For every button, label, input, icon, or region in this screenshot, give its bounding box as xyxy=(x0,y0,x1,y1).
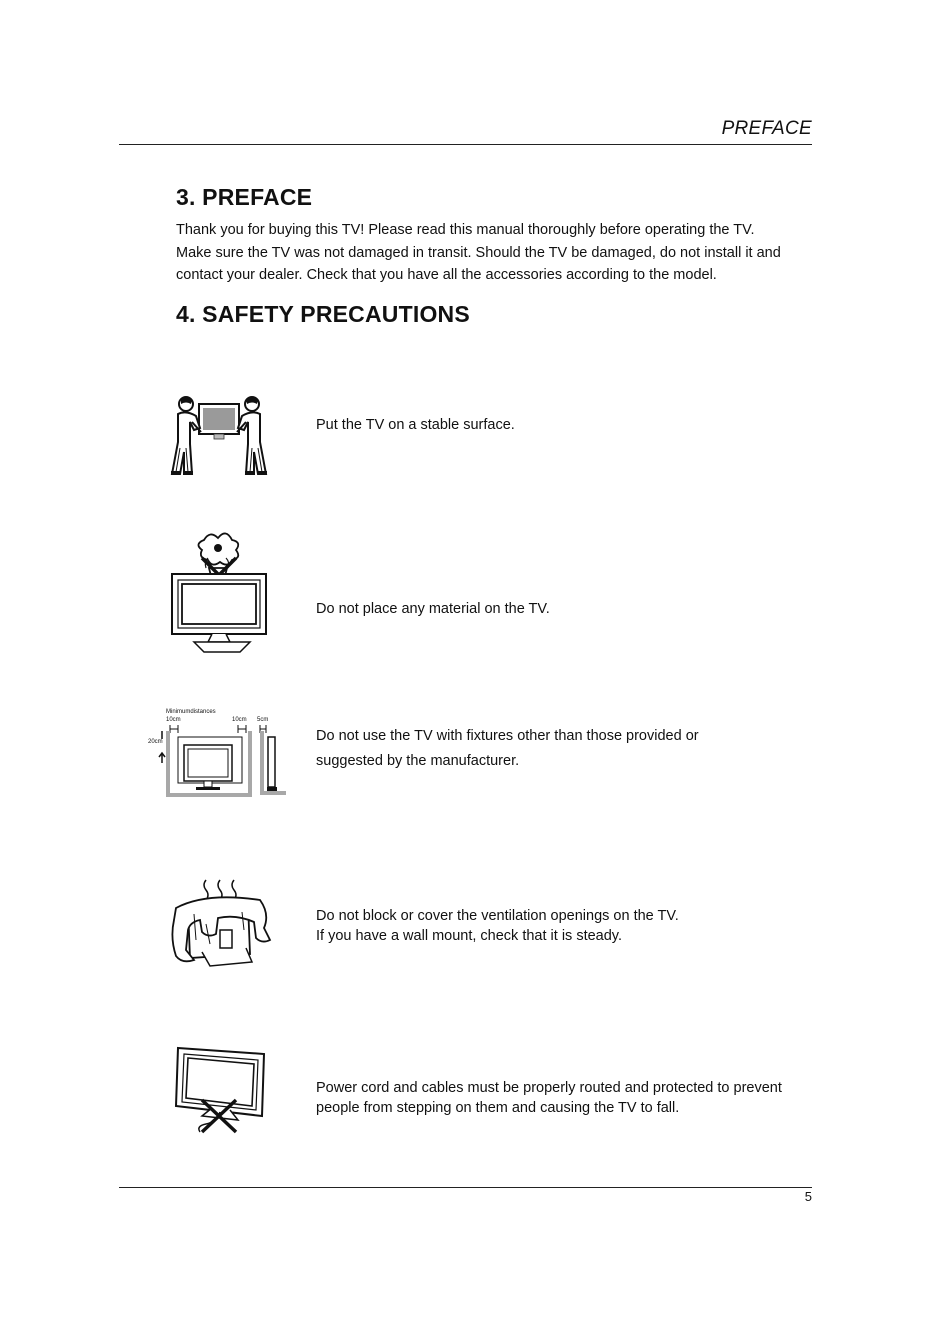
diagram-right-label: 10cm xyxy=(232,717,247,723)
precaution-text xyxy=(316,1078,782,1118)
precaution-text xyxy=(316,906,679,946)
header-rule xyxy=(119,144,812,145)
precaution-line: Do not use the TV with fixtures other than those provided or xyxy=(316,728,699,744)
preface-paragraph xyxy=(176,219,796,287)
preface-line: Make sure the TV was not damaged in transit. Should the TV be damaged, do not install it and xyxy=(176,244,781,261)
diagram-title-label: Minimumdistances xyxy=(166,709,216,715)
precaution-line: If you have a wall mount, check that it is steady. xyxy=(316,928,622,944)
no-objects-on-tv-icon xyxy=(166,528,272,656)
safety-heading: 4. SAFETY PRECAUTIONS xyxy=(176,301,470,327)
covered-ventilation-icon xyxy=(166,878,272,968)
diagram-side-label: 5cm xyxy=(257,717,269,723)
diagram-left-label: 10cm xyxy=(166,717,181,723)
minimum-distances-diagram-icon xyxy=(146,705,288,800)
precaution-line: Do not block or cover the ventilation openings on the TV. xyxy=(316,908,679,924)
precaution-line: people from stepping on them and causing the TV to fall. xyxy=(316,1100,680,1116)
page-number: 5 xyxy=(804,1189,812,1204)
two-people-carrying-tv-icon xyxy=(166,392,276,478)
footer-rule xyxy=(119,1187,812,1188)
precaution-text xyxy=(316,415,515,435)
preface-line: Thank you for buying this TV! Please read this manual thoroughly before operating the TV. xyxy=(176,222,755,238)
precaution-line: suggested by the manufacturer. xyxy=(316,753,520,769)
preface-line: contact your dealer. Check that you have all the accessories according to the model. xyxy=(176,267,717,283)
diagram-vertical-label: 20cm xyxy=(148,739,163,745)
precaution-text xyxy=(316,599,550,619)
precaution-line: Power cord and cables must be properly routed and protected to prevent xyxy=(316,1080,782,1096)
running-header: PREFACE xyxy=(721,118,812,139)
preface-heading: 3. PREFACE xyxy=(176,184,313,210)
precaution-line: Do not place any material on the TV. xyxy=(316,601,550,617)
precaution-line: Put the TV on a stable surface. xyxy=(316,417,515,433)
precaution-text xyxy=(316,724,699,774)
cable-tripping-hazard-icon xyxy=(166,1046,272,1136)
